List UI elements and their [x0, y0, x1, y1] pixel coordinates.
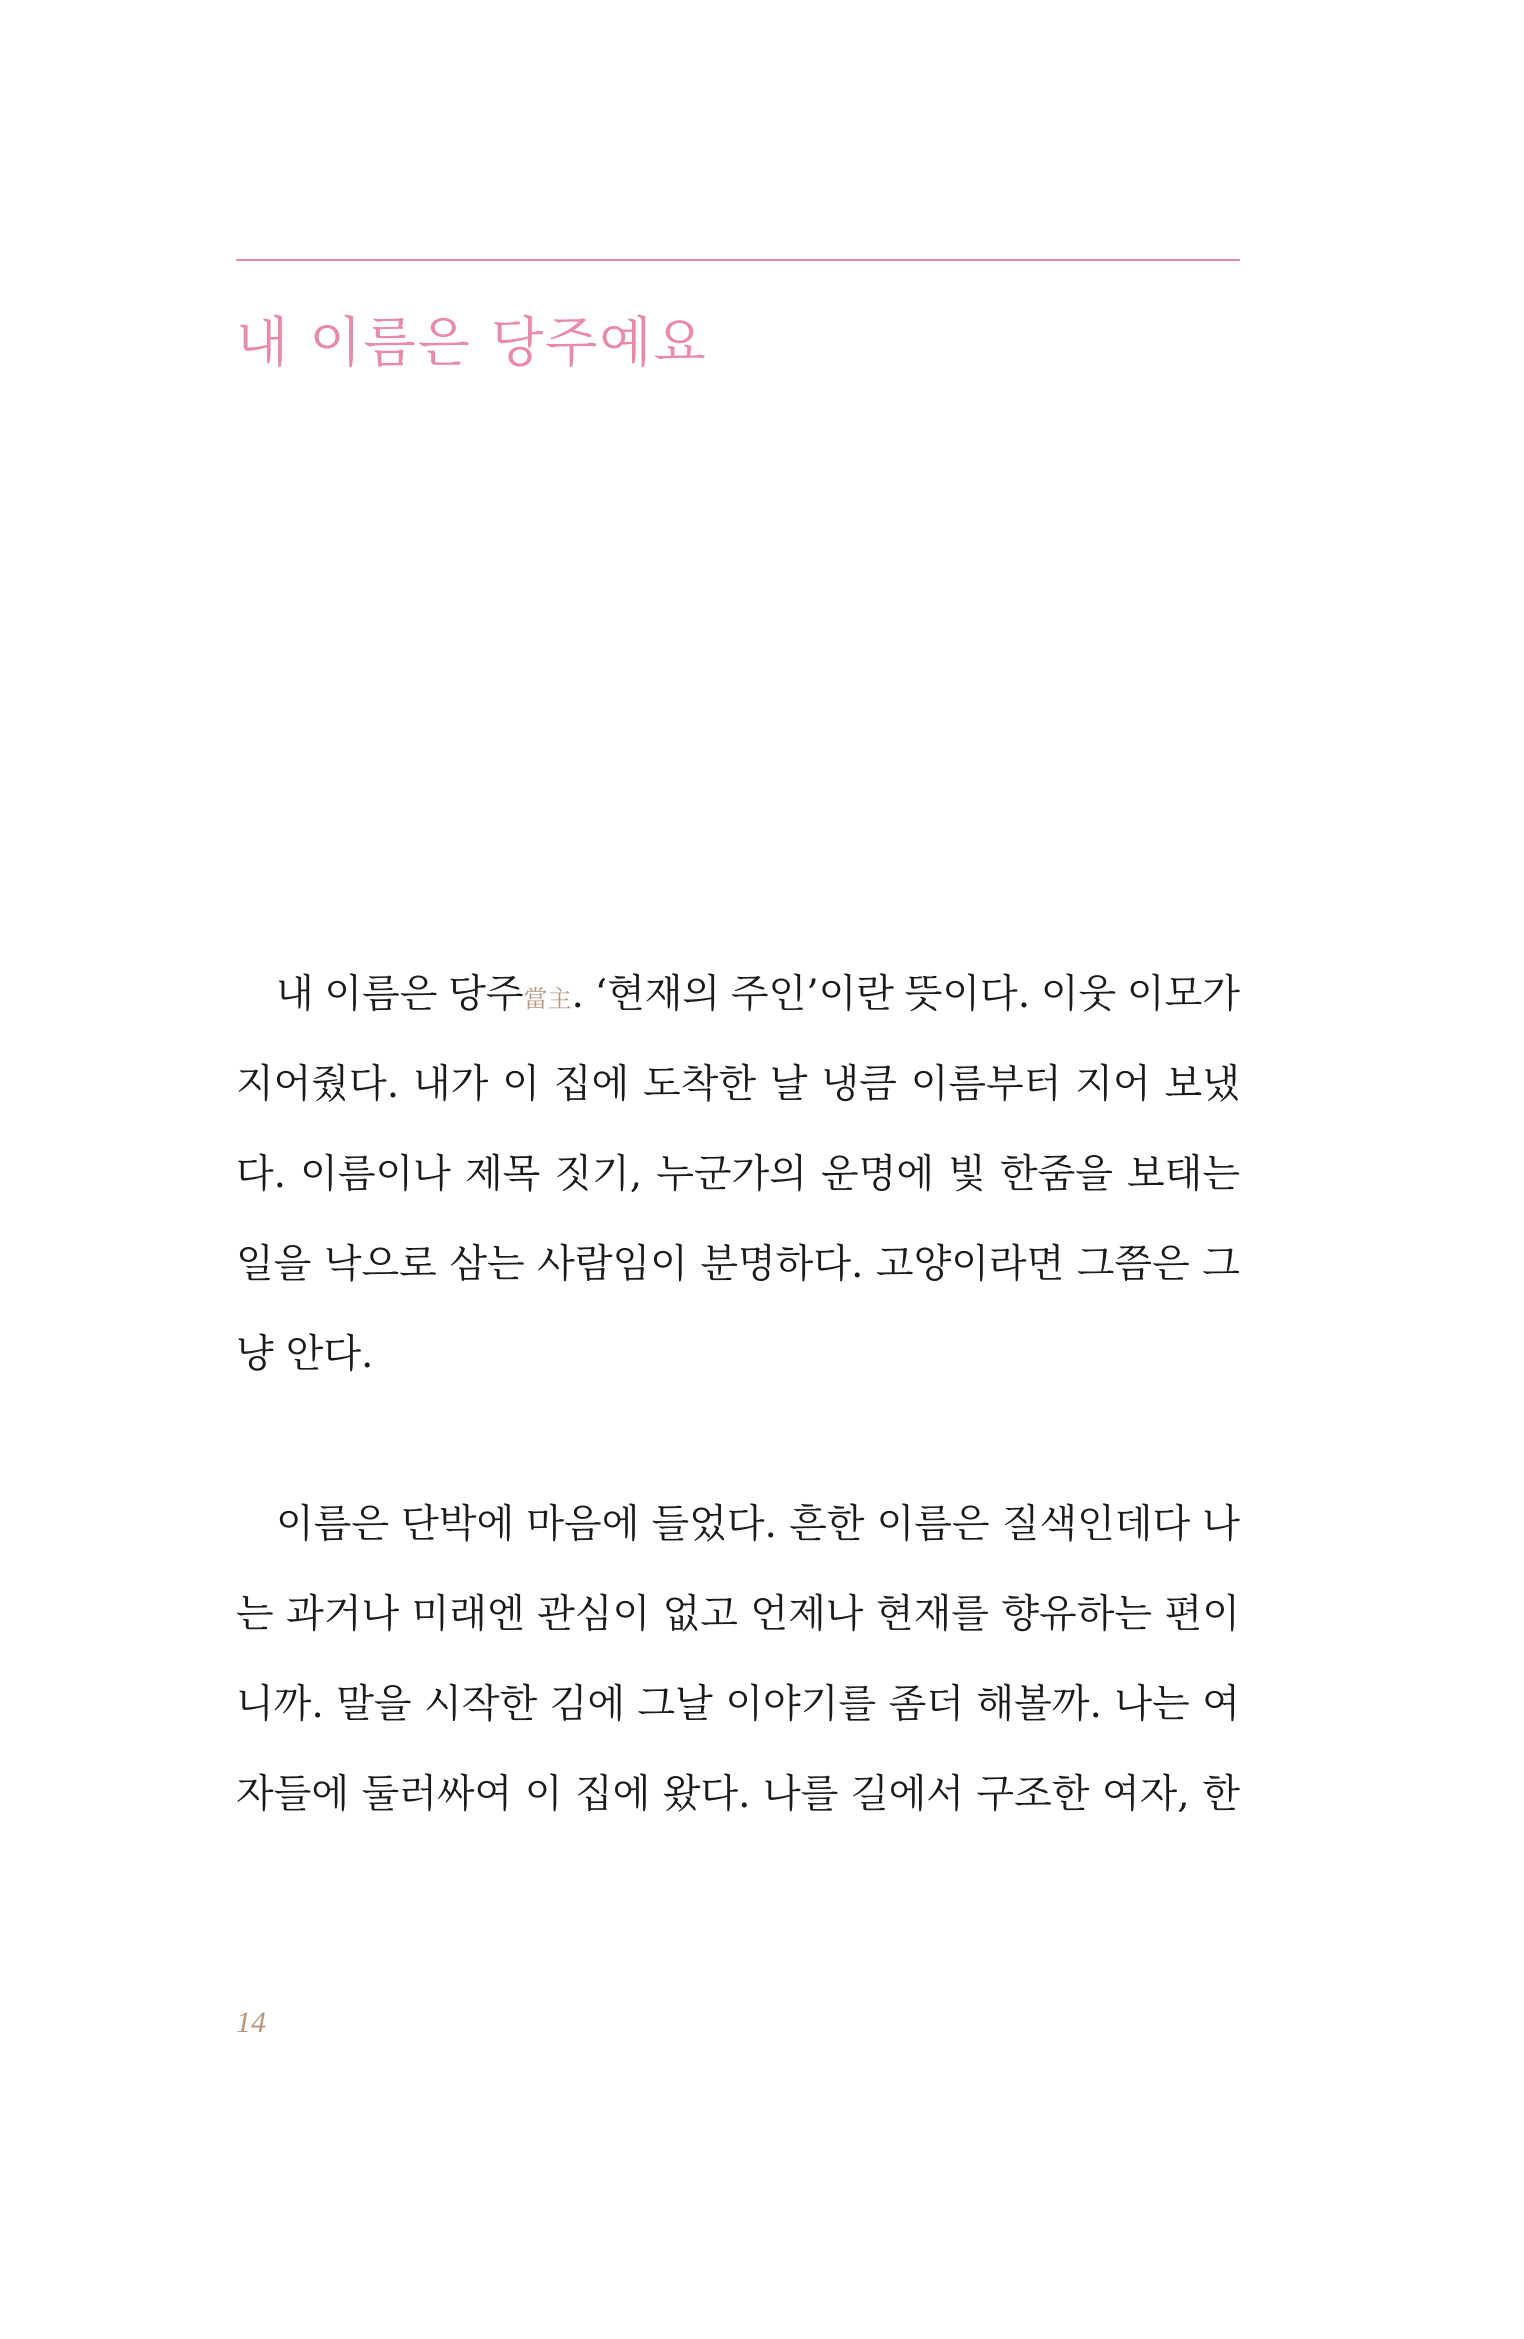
word: 한줌을 — [999, 1152, 1113, 1197]
word: 관심이 — [537, 1592, 651, 1637]
text-line — [236, 1660, 1240, 1750]
paragraph-2 — [236, 1480, 1240, 1840]
word: 보태는 — [1126, 1152, 1240, 1197]
text-line — [236, 1750, 1240, 1840]
word: 자들에 — [236, 1772, 350, 1817]
word: 지어 — [1075, 1062, 1151, 1107]
word: 낙으로 — [323, 1242, 437, 1287]
word: 분명하다. — [700, 1242, 864, 1287]
word: 날 — [769, 1062, 808, 1107]
word: 미래엔 — [411, 1592, 525, 1637]
word: 집에 — [574, 1772, 651, 1817]
word: 짓기, — [554, 1152, 643, 1197]
word: 구조한 — [976, 1772, 1090, 1817]
word: 좀더 — [888, 1682, 964, 1727]
word: 이름은 — [276, 1502, 390, 1547]
chapter-rule — [236, 259, 1240, 261]
word: 집에 — [553, 1062, 630, 1107]
text-line — [236, 1310, 1240, 1400]
word: 지어줬다. — [236, 1062, 400, 1107]
word: 뜻이다. — [904, 972, 1031, 1017]
word: 길에서 — [850, 1772, 964, 1817]
word: 안다. — [285, 1332, 374, 1377]
word: ‘현재의 — [594, 972, 721, 1017]
word: 없고 — [662, 1592, 738, 1637]
word: 제목 — [464, 1152, 541, 1197]
word: 나는 — [1114, 1682, 1190, 1727]
word: 이 — [524, 1772, 563, 1817]
text-line — [236, 950, 1240, 1040]
paragraph-1 — [236, 950, 1240, 1400]
word: 냉큼 — [821, 1062, 897, 1107]
word: 고양이라면 — [875, 1242, 1065, 1287]
word: 이야기를 — [725, 1682, 877, 1727]
word: 보냈 — [1164, 1062, 1240, 1107]
page-number: 14 — [236, 2006, 266, 2039]
text-line — [236, 1480, 1240, 1570]
word: 흔한 — [789, 1502, 865, 1547]
word: 마음에 — [526, 1502, 640, 1547]
word: 한 — [1202, 1772, 1240, 1817]
text-line — [236, 1130, 1240, 1220]
word: 누군가의 — [656, 1152, 807, 1197]
word: 시작한 — [424, 1682, 538, 1727]
word: 단박에 — [401, 1502, 515, 1547]
word: 편이 — [1164, 1592, 1240, 1637]
word: 나를 — [763, 1772, 839, 1817]
word: 해볼까. — [976, 1682, 1102, 1727]
word: 내가 — [412, 1062, 489, 1107]
word: 현재를 — [875, 1592, 989, 1637]
chapter-title: 내 이름은 당주예요 — [236, 311, 708, 374]
word: 나 — [1202, 1502, 1240, 1547]
word: . — [571, 972, 584, 1017]
word: 질색인데다 — [1001, 1502, 1191, 1547]
word: 빛 — [948, 1152, 986, 1197]
word: 냥 — [236, 1332, 274, 1377]
word: 삼는 — [449, 1242, 525, 1287]
word-with-hanja — [448, 950, 584, 1040]
word: 일을 — [236, 1242, 312, 1287]
word: 그쯤은 — [1076, 1242, 1190, 1287]
word: 이 — [502, 1062, 540, 1107]
word: 말을 — [336, 1682, 412, 1727]
word: 여자, — [1101, 1772, 1190, 1817]
word: 도착한 — [643, 1062, 757, 1107]
word: 주인’이란 — [730, 972, 894, 1017]
word: 둘러싸여 — [361, 1772, 513, 1817]
word: 그날 — [637, 1682, 713, 1727]
word: 이모가 — [1126, 972, 1240, 1017]
word: 여 — [1202, 1682, 1240, 1727]
word: 이웃 — [1040, 972, 1117, 1017]
word: 왔다. — [662, 1772, 751, 1817]
word: 향유하는 — [1001, 1592, 1153, 1637]
word: 운명에 — [820, 1152, 935, 1197]
word: 이름이나 — [300, 1152, 451, 1197]
word: 이름은 — [324, 972, 438, 1017]
word: 그 — [1202, 1242, 1240, 1287]
text-line — [236, 1570, 1240, 1660]
word: 들었다. — [651, 1502, 777, 1547]
text-line — [236, 1220, 1240, 1310]
hanja-gloss: 當主 — [523, 985, 572, 1013]
word: 이름부터 — [910, 1062, 1062, 1107]
word: 는 — [236, 1592, 274, 1637]
word: 언제나 — [750, 1592, 864, 1637]
word: 다. — [236, 1152, 287, 1197]
word: 당주 — [448, 972, 524, 1017]
text-line — [236, 1040, 1240, 1130]
word: 이름은 — [876, 1502, 990, 1547]
word: 사람임이 — [537, 1242, 688, 1287]
word: 니까. — [236, 1682, 324, 1727]
word: 김에 — [549, 1682, 625, 1727]
word: 내 — [276, 972, 314, 1017]
word: 과거나 — [286, 1592, 400, 1637]
